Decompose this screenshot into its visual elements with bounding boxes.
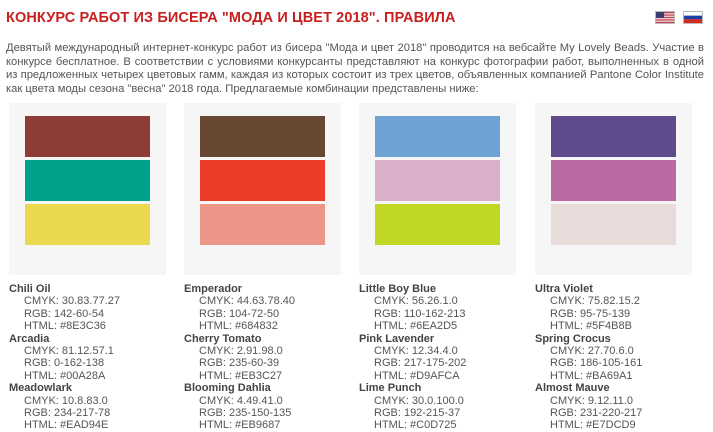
ru-flag-icon[interactable] <box>683 11 703 24</box>
color-rgb-value: RGB: 95-75-139 <box>550 307 631 320</box>
color-info <box>9 283 169 432</box>
color-html-value: HTML: #C0D725 <box>374 419 457 432</box>
palette-3 <box>359 103 519 432</box>
color-swatch <box>200 160 325 201</box>
palette-4 <box>535 103 695 432</box>
color-html-value: HTML: #BA69A1 <box>550 369 633 382</box>
color-swatch <box>375 204 500 245</box>
palette-1 <box>9 103 169 432</box>
color-html-value: HTML: #684832 <box>199 320 278 333</box>
color-cmyk-value: CMYK: 81.12.57.1 <box>24 345 114 358</box>
color-swatch <box>25 204 150 245</box>
swatch-frame <box>9 103 166 275</box>
color-swatch <box>200 204 325 245</box>
color-rgb-value: RGB: 142-60-54 <box>24 307 105 320</box>
color-info <box>359 283 519 432</box>
color-name: Lime Punch <box>359 382 422 395</box>
page-title: КОНКУРС РАБОТ ИЗ БИСЕРА "МОДА И ЦВЕТ 2018". ПРАВИЛА <box>6 10 456 26</box>
color-swatch <box>375 160 500 201</box>
color-name: Cherry Tomato <box>184 332 262 345</box>
color-swatch <box>551 116 676 157</box>
language-switcher <box>655 11 703 24</box>
color-rgb-value: RGB: 231-220-217 <box>550 407 643 420</box>
color-name: Little Boy Blue <box>359 283 437 295</box>
color-name: Almost Mauve <box>535 382 610 395</box>
color-name: Ultra Violet <box>535 283 593 295</box>
palette-2 <box>184 103 344 432</box>
color-rgb-value: RGB: 104-72-50 <box>199 307 280 320</box>
us-flag-icon[interactable] <box>655 11 675 24</box>
swatch-frame <box>535 103 692 275</box>
intro-paragraph: Девятый международный интернет-конкурс работ из бисера "Мода и цвет 2018" проводится на вебсайте My Lovely Beads. Участие в конкурсе бесплатное. В соответствии с условиями конкурсанты представляют на конкурс фотографии работ, выполненных в одной из предложенных четырех цветовых гамм, каждая из которых состоит из трех цветов, объявленных компанией Pantone Color Institute как цвета моды сезона "весна" 2018 года. Предлагаемые комбинации представлены ниже: <box>6 42 704 95</box>
color-swatch <box>551 204 676 245</box>
color-rgb-value: RGB: 192-215-37 <box>374 407 461 420</box>
swatch-frame <box>359 103 516 275</box>
color-rgb-value: RGB: 110-162-213 <box>374 307 466 320</box>
color-swatch <box>200 116 325 157</box>
color-cmyk-value: CMYK: 44.63.78.40 <box>199 295 296 308</box>
color-name: Spring Crocus <box>535 332 611 345</box>
color-html-value: HTML: #8E3C36 <box>24 320 106 333</box>
color-cmyk-value: CMYK: 12.34.4.0 <box>374 345 458 358</box>
color-name: Blooming Dahlia <box>184 382 271 395</box>
color-html-value: HTML: #E7DCD9 <box>550 419 636 432</box>
color-swatch <box>25 116 150 157</box>
swatch-frame <box>184 103 341 275</box>
color-info <box>184 283 344 432</box>
color-name: Meadowlark <box>9 382 72 395</box>
color-name: Chili Oil <box>9 283 51 295</box>
color-html-value: HTML: #EB9687 <box>199 419 281 432</box>
color-rgb-value: RGB: 235-150-135 <box>199 407 292 420</box>
color-rgb-value: RGB: 217-175-202 <box>374 357 467 370</box>
color-cmyk-value: CMYK: 75.82.15.2 <box>550 295 640 308</box>
color-name: Arcadia <box>9 332 50 345</box>
color-cmyk-value: CMYK: 30.0.100.0 <box>374 394 464 407</box>
color-rgb-value: RGB: 235-60-39 <box>199 357 280 370</box>
color-html-value: HTML: #00A28A <box>24 369 106 382</box>
color-swatch <box>25 160 150 201</box>
color-html-value: HTML: #EAD94E <box>24 419 109 432</box>
color-swatch <box>375 116 500 157</box>
color-cmyk-value: CMYK: 2.91.98.0 <box>199 345 283 358</box>
color-cmyk-value: CMYK: 9.12.11.0 <box>550 394 633 407</box>
color-swatch <box>551 160 676 201</box>
color-cmyk-value: CMYK: 4.49.41.0 <box>199 394 283 407</box>
color-info <box>535 283 695 432</box>
color-html-value: HTML: #EB3C27 <box>199 369 283 382</box>
color-name: Pink Lavender <box>359 332 435 345</box>
color-rgb-value: RGB: 0-162-138 <box>24 357 105 370</box>
color-rgb-value: RGB: 234-217-78 <box>24 407 111 420</box>
color-html-value: HTML: #6EA2D5 <box>374 320 458 333</box>
color-cmyk-value: CMYK: 27.70.6.0 <box>550 345 634 358</box>
color-name: Emperador <box>184 283 243 295</box>
color-html-value: HTML: #D9AFCA <box>374 369 460 382</box>
color-html-value: HTML: #5F4B8B <box>550 320 632 333</box>
color-cmyk-value: CMYK: 10.8.83.0 <box>24 394 108 407</box>
color-cmyk-value: CMYK: 56.26.1.0 <box>374 295 458 308</box>
color-rgb-value: RGB: 186-105-161 <box>550 357 643 370</box>
color-cmyk-value: CMYK: 30.83.77.27 <box>24 295 121 308</box>
